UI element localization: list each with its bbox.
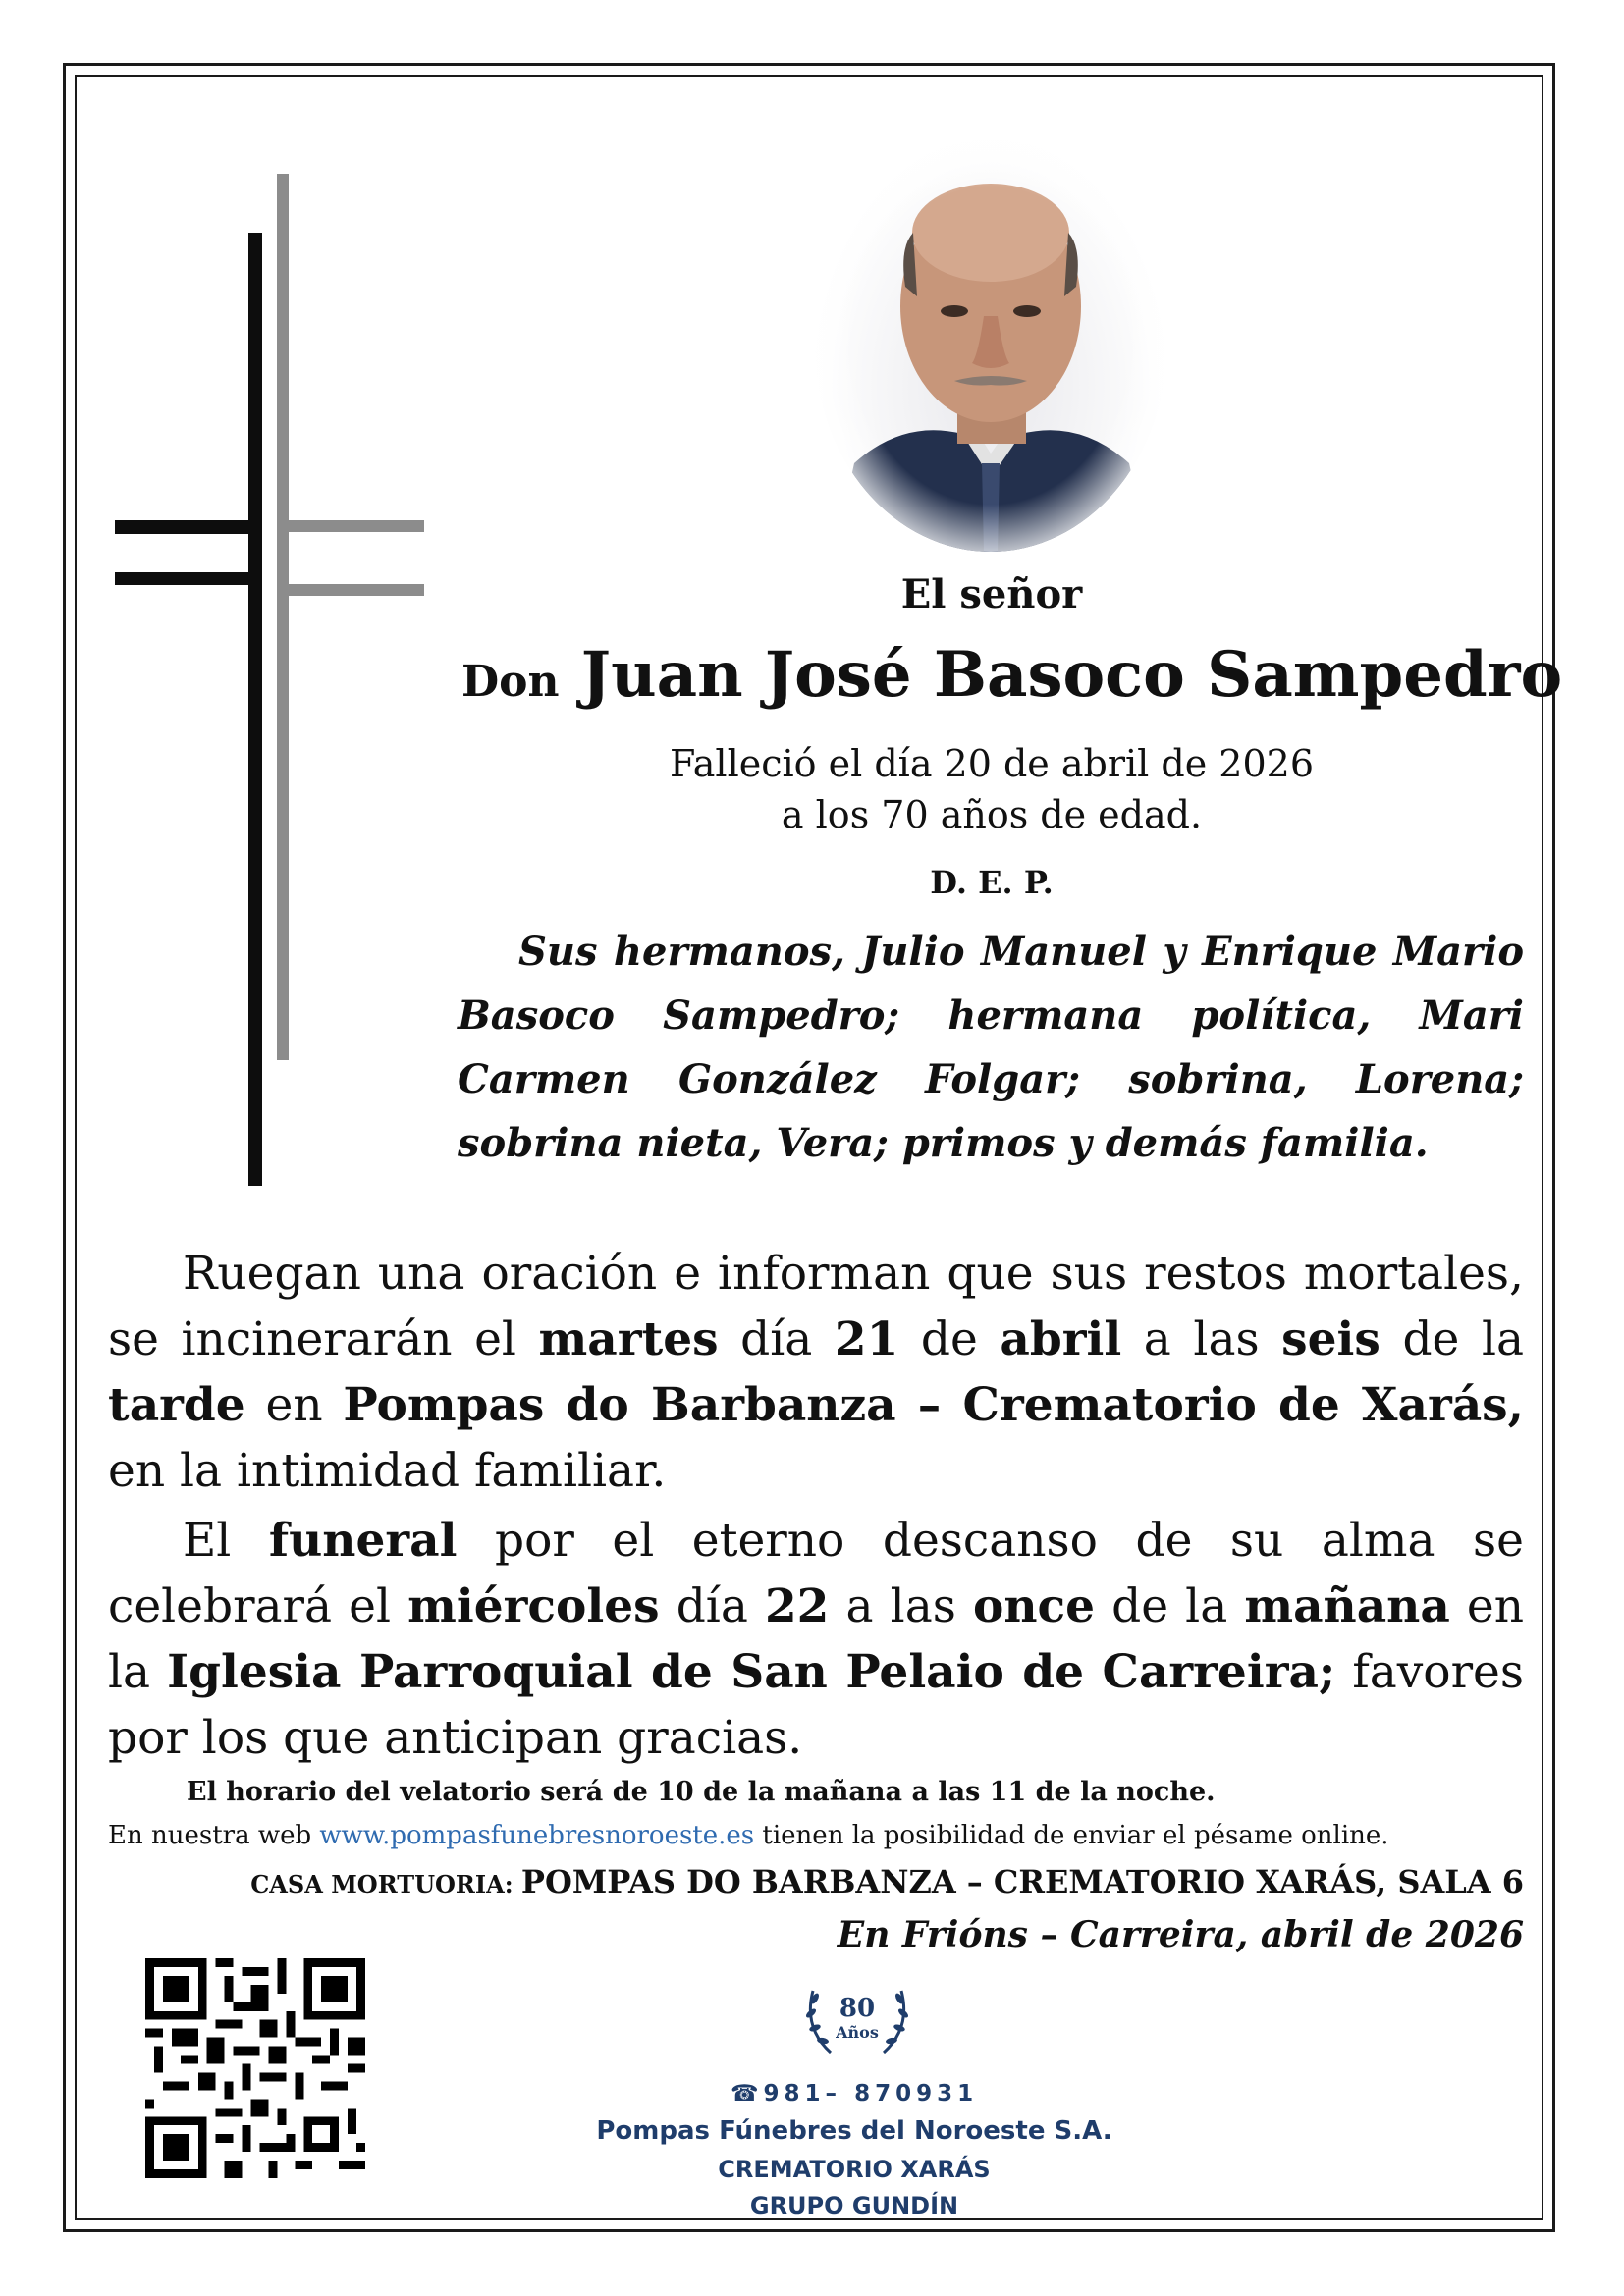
family-paragraph: Sus hermanos, Julio Manuel y Enrique Mario Basoco Sampedro; hermana política, Mari Carmen González Folgar; sobrina, Lorena; sobrina nieta, Vera; primos y demás familia. (458, 929, 1524, 1166)
group-name: GRUPO GUNDÍN (749, 2192, 959, 2219)
website-link[interactable]: www.pompasfunebresnoroeste.es (319, 1821, 755, 1850)
wake-hours: El horario del velatorio será de 10 de la mañana a las 11 de la noche. (187, 1777, 1216, 1807)
dep-text: D. E. P. (930, 864, 1054, 901)
deceased-name (461, 638, 1563, 712)
web-note: En nuestra web www.pompasfunebresnoroeste.es tienen la posibilidad de enviar el pésame online. (108, 1821, 1389, 1850)
svg-text:80: 80 (839, 1994, 876, 2023)
casa-mortuoria: CASA MORTUORIA: POMPAS DO BARBANZA – CREMATORIO XARÁS, SALA 6 (250, 1863, 1524, 1900)
cremation-paragraph: Ruegan una oración e informan que sus restos mortales, se incinerarán el martes día 21 de abril a las seis de la tarde en Pompas do Barbanza – Crematorio de Xarás, en la intimidad familiar. (108, 1247, 1525, 1498)
death-info (461, 738, 1522, 840)
crematorio-name: CREMATORIO XARÁS (718, 2156, 991, 2183)
place-date: En Frións – Carreira, abril de 2026 (837, 1914, 1524, 1955)
death-date-line: Falleció el día 20 de abril de 2026 (669, 742, 1315, 785)
funeral-paragraph: El funeral por el eterno descanso de su alma se celebrará el miércoles día 22 a las once de la mañana en la Iglesia Parroquial de San Pelaio de Carreira; favores por los que anticipan gracias. (108, 1514, 1524, 1765)
honorific: Don (461, 657, 560, 707)
phone-icon: ☎ (730, 2081, 764, 2107)
company-name: Pompas Fúnebres del Noroeste S.A. (596, 2116, 1112, 2146)
qr-code-icon[interactable] (145, 1958, 365, 2178)
anniversary-logo (791, 1969, 923, 2067)
title-prefix: El señor (900, 571, 1083, 617)
phone-number: ☎981– 870931 (730, 2081, 979, 2107)
svg-text:Años: Años (836, 2023, 879, 2042)
full-name: Juan José Basoco Sampedro (580, 638, 1563, 712)
portrait-photo (815, 139, 1166, 552)
age-line: a los 70 años de edad. (781, 793, 1203, 836)
